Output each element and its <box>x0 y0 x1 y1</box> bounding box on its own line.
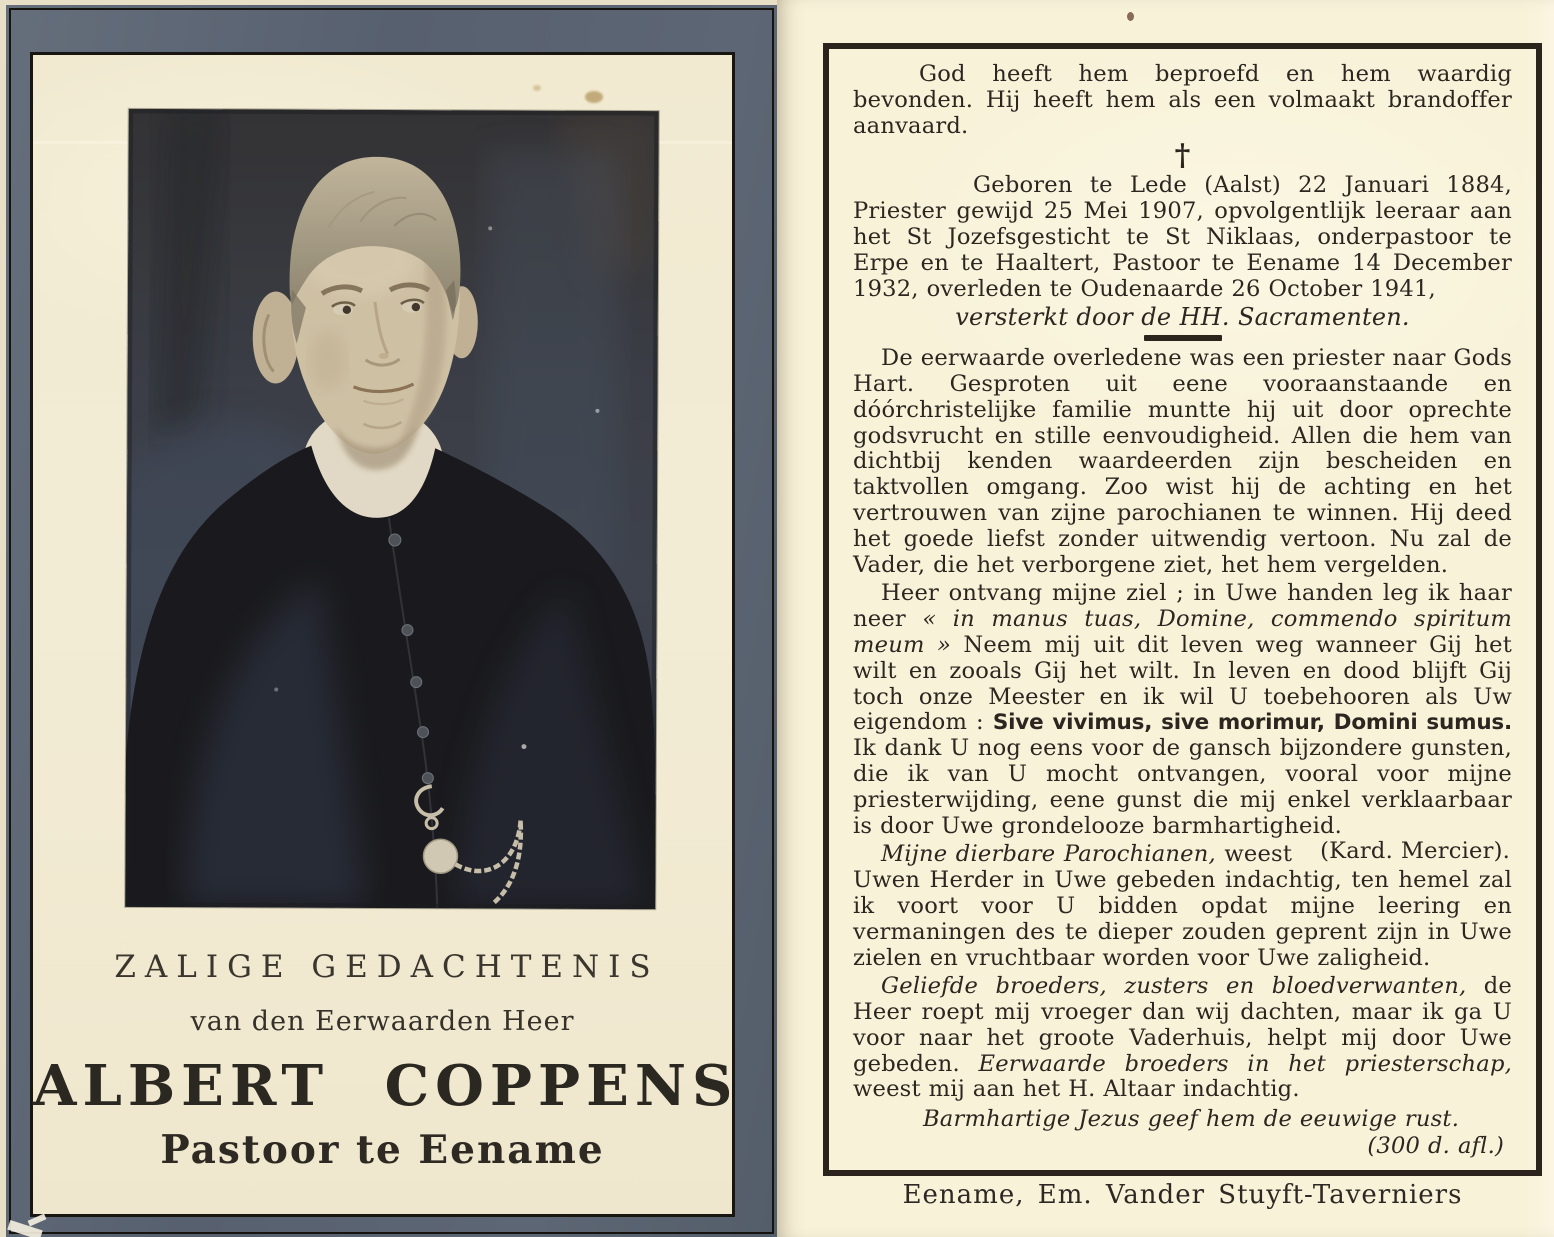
memorial-card-back <box>777 0 1554 1237</box>
biography-paragraph: Geboren te Lede (Aalst) 22 Januari 1884, Priester gewijd 25 Mei 1907, opvolgentlijk leeraar aan het St Jozefsgesticht te St Niklaas, onderpastoor te Erpe en te Haaltert, Pastoor te Eename 14 December 1932, overleden te Oudenaarde 26 October 1941, <box>853 172 1512 302</box>
divider-rule <box>1144 335 1222 341</box>
deceased-title: Pastoor te Eename <box>160 1127 605 1173</box>
latin-motto: Sive vivimus, sive morimur, Domini sumus. <box>992 710 1512 736</box>
paper-stain <box>585 91 603 103</box>
closing-prayer: Barmhartige Jezus geef hem de eeuwige rust. <box>923 1106 1460 1133</box>
memorial-subheading: van den Eerwaarden Heer <box>190 1006 575 1037</box>
attribution: (Kard. Mercier). <box>1320 838 1510 865</box>
family-run: de Heer roept mij vroeger dan wij dachten, maar ik ga U voor naar het groote Vaderhuis, helpt mij door Uwe gebeden. <box>853 973 1512 1077</box>
family-paragraph <box>853 974 1512 1103</box>
character-paragraph: De eerwaarde overledene was een priester naar Gods Hart. Gesproten uit eene vooraanstaande en dóórchristelijke familie muntte hij uit door oprechte godsvrucht en stille eenvoudigheid. Allen die hem van dichtbij kenden waardeerden zijn bescheiden en taktvollen omgang. Zoo wist hij de achting en het vertrouwen van zijne parochianen te winnen. Hij deed het goede liefst zonder uitwendig vertoon. Nu zal de Vader, die het verborgene ziet, het hem vergelden. <box>853 345 1513 578</box>
indulgence-note: (300 d. afl.) <box>1367 1133 1504 1160</box>
prayer-run: Heer ontvang mijne ziel ; in Uwe handen leg ik haar neer <box>853 580 1512 633</box>
latin-cross-icon: † <box>1174 138 1191 174</box>
printer-imprint: Eename, Em. Vander Stuyft-Taverniers <box>902 1180 1463 1210</box>
address-parishioners: Mijne dierbare Parochianen, <box>881 841 1216 868</box>
sacraments-line: versterkt door de HH. Sacramenten. <box>955 303 1410 332</box>
prayer-run: Neem mij uit dit leven weg wanneer Gij het wilt en zooals Gij het wilt. In leven en dood blijft Gij toch onze Meester en ik wil U toebehooren als Uw eigendom : <box>853 631 1512 736</box>
deceased-name: ALBERT COPPENS <box>33 1053 739 1119</box>
paper-speck <box>1127 12 1134 21</box>
parishioners-run: weest Uwen Herder in Uwe gebeden indachtig, ten hemel zal ik voort voor U bidden opdat mijne leering en vermaningen des te dieper zouden geprent zijn in Uwe zielen en vruchtbaar worden voor Uwe zaligheid. <box>853 841 1512 971</box>
address-family: Geliefde broeders, zusters en bloedverwanten, <box>881 973 1467 1000</box>
memorial-heading: ZALIGE GEDACHTENIS <box>114 949 660 985</box>
prayer-run: Ik dank U nog eens voor de gansch bijzondere gunsten, die ik van U mocht ontvangen, vooral voor mijne priesterwijding, eene gunst die mij enkel verklaarbaar is door Uwe grondelooze barmhartigheid. <box>853 735 1512 839</box>
family-run: weest mij aan het H. Altaar indachtig. <box>853 1076 1300 1103</box>
epigraph: God heeft hem beproefd en hem waardig bevonden. Hij heeft hem als een volmaakt brandoffer aanvaard. <box>853 61 1512 139</box>
paper-stain <box>533 85 541 91</box>
memorial-card-front <box>6 5 777 1237</box>
address-priests: Eerwaarde broeders in het priesterschap, <box>978 1050 1512 1077</box>
front-panel <box>30 52 739 1217</box>
text-frame <box>823 43 1542 1176</box>
latin-quote: « in manus tuas, Domine, commendo spiritum meum » <box>853 606 1512 658</box>
priest-portrait-photo <box>125 109 658 909</box>
